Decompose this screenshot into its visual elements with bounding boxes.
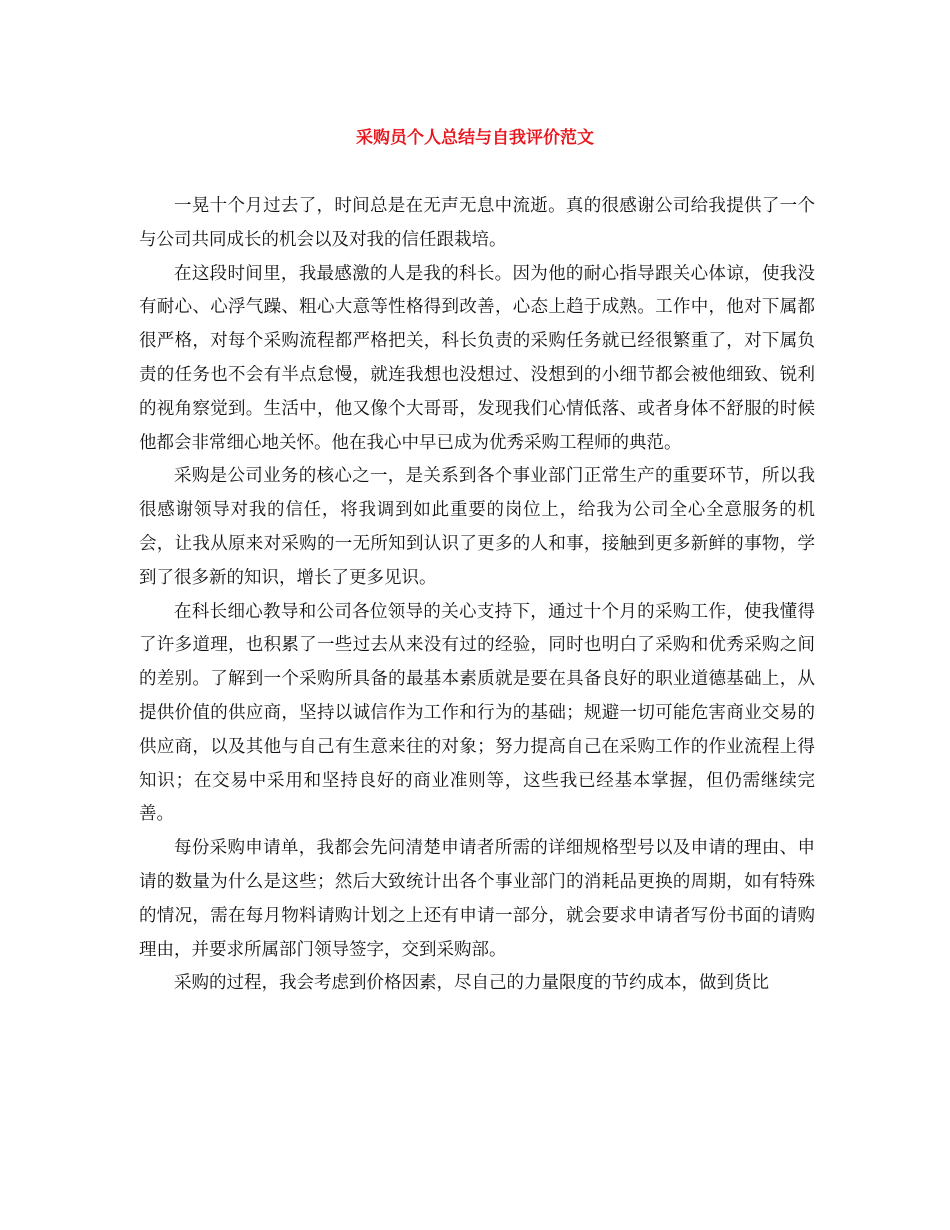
paragraph-2: 在这段时间里，我最感激的人是我的科长。因为他的耐心指导跟关心体谅，使我没有耐心、心浮气躁、粗心大意等性格得到改善，心态上趋于成熟。工作中，他对下属都很严格，对每个采购流程都严格把关，科长负责的采购任务就已经很繁重了，对下属负责的任务也不会有半点怠慢，就连我想也没想过、没想到的小细节都会被他细致、锐利的视角察觉到。生活中，他又像个大哥哥，发现我们心情低落、或者身体不舒服的时候他都会非常细心地关怀。他在我心中早已成为优秀采购工程师的典范。 [139, 263, 815, 453]
paragraph-5: 每份采购申请单，我都会先问清楚申请者所需的详细规格型号以及申请的理由、申请的数量为什么是这些；然后大致统计出各个事业部门的消耗品更换的周期，如有特殊的情况，需在每月物料请购计划之上还有申请一部分，就会要求申请者写份书面的请购理由，并要求所属部门领导签字，交到采购部。 [139, 838, 815, 960]
paragraph-3: 采购是公司业务的核心之一，是关系到各个事业部门正常生产的重要环节，所以我很感谢领导对我的信任，将我调到如此重要的岗位上，给我为公司全心全意服务的机会，让我从原来对采购的一无所知到认识了更多的人和事，接触到更多新鲜的事物，学到了很多新的知识，增长了更多见识。 [139, 466, 815, 588]
paragraph-6: 采购的过程，我会考虑到价格因素，尽自己的力量限度的节约成本，做到货比 [174, 973, 769, 994]
paragraph-1: 一晃十个月过去了，时间总是在无声无息中流逝。真的很感谢公司给我提供了一个与公司共同成长的机会以及对我的信任跟栽培。 [139, 196, 815, 250]
paragraph-4: 在科长细心教导和公司各位领导的关心支持下，通过十个月的采购工作，使我懂得了许多道理，也积累了一些过去从来没有过的经验，同时也明白了采购和优秀采购之间的差别。了解到一个采购所具备的最基本素质就是要在具备良好的职业道德基础上，从提供价值的供应商，坚持以诚信作为工作和行为的基础；规避一切可能危害商业交易的供应商，以及其他与自己有生意来往的对象；努力提高自己在采购工作的作业流程上得知识；在交易中采用和坚持良好的商业准则等，这些我已经基本掌握，但仍需继续完善。 [139, 601, 815, 825]
document-title: 采购员个人总结与自我评价范文 [356, 128, 594, 148]
document-body [139, 190, 815, 1001]
